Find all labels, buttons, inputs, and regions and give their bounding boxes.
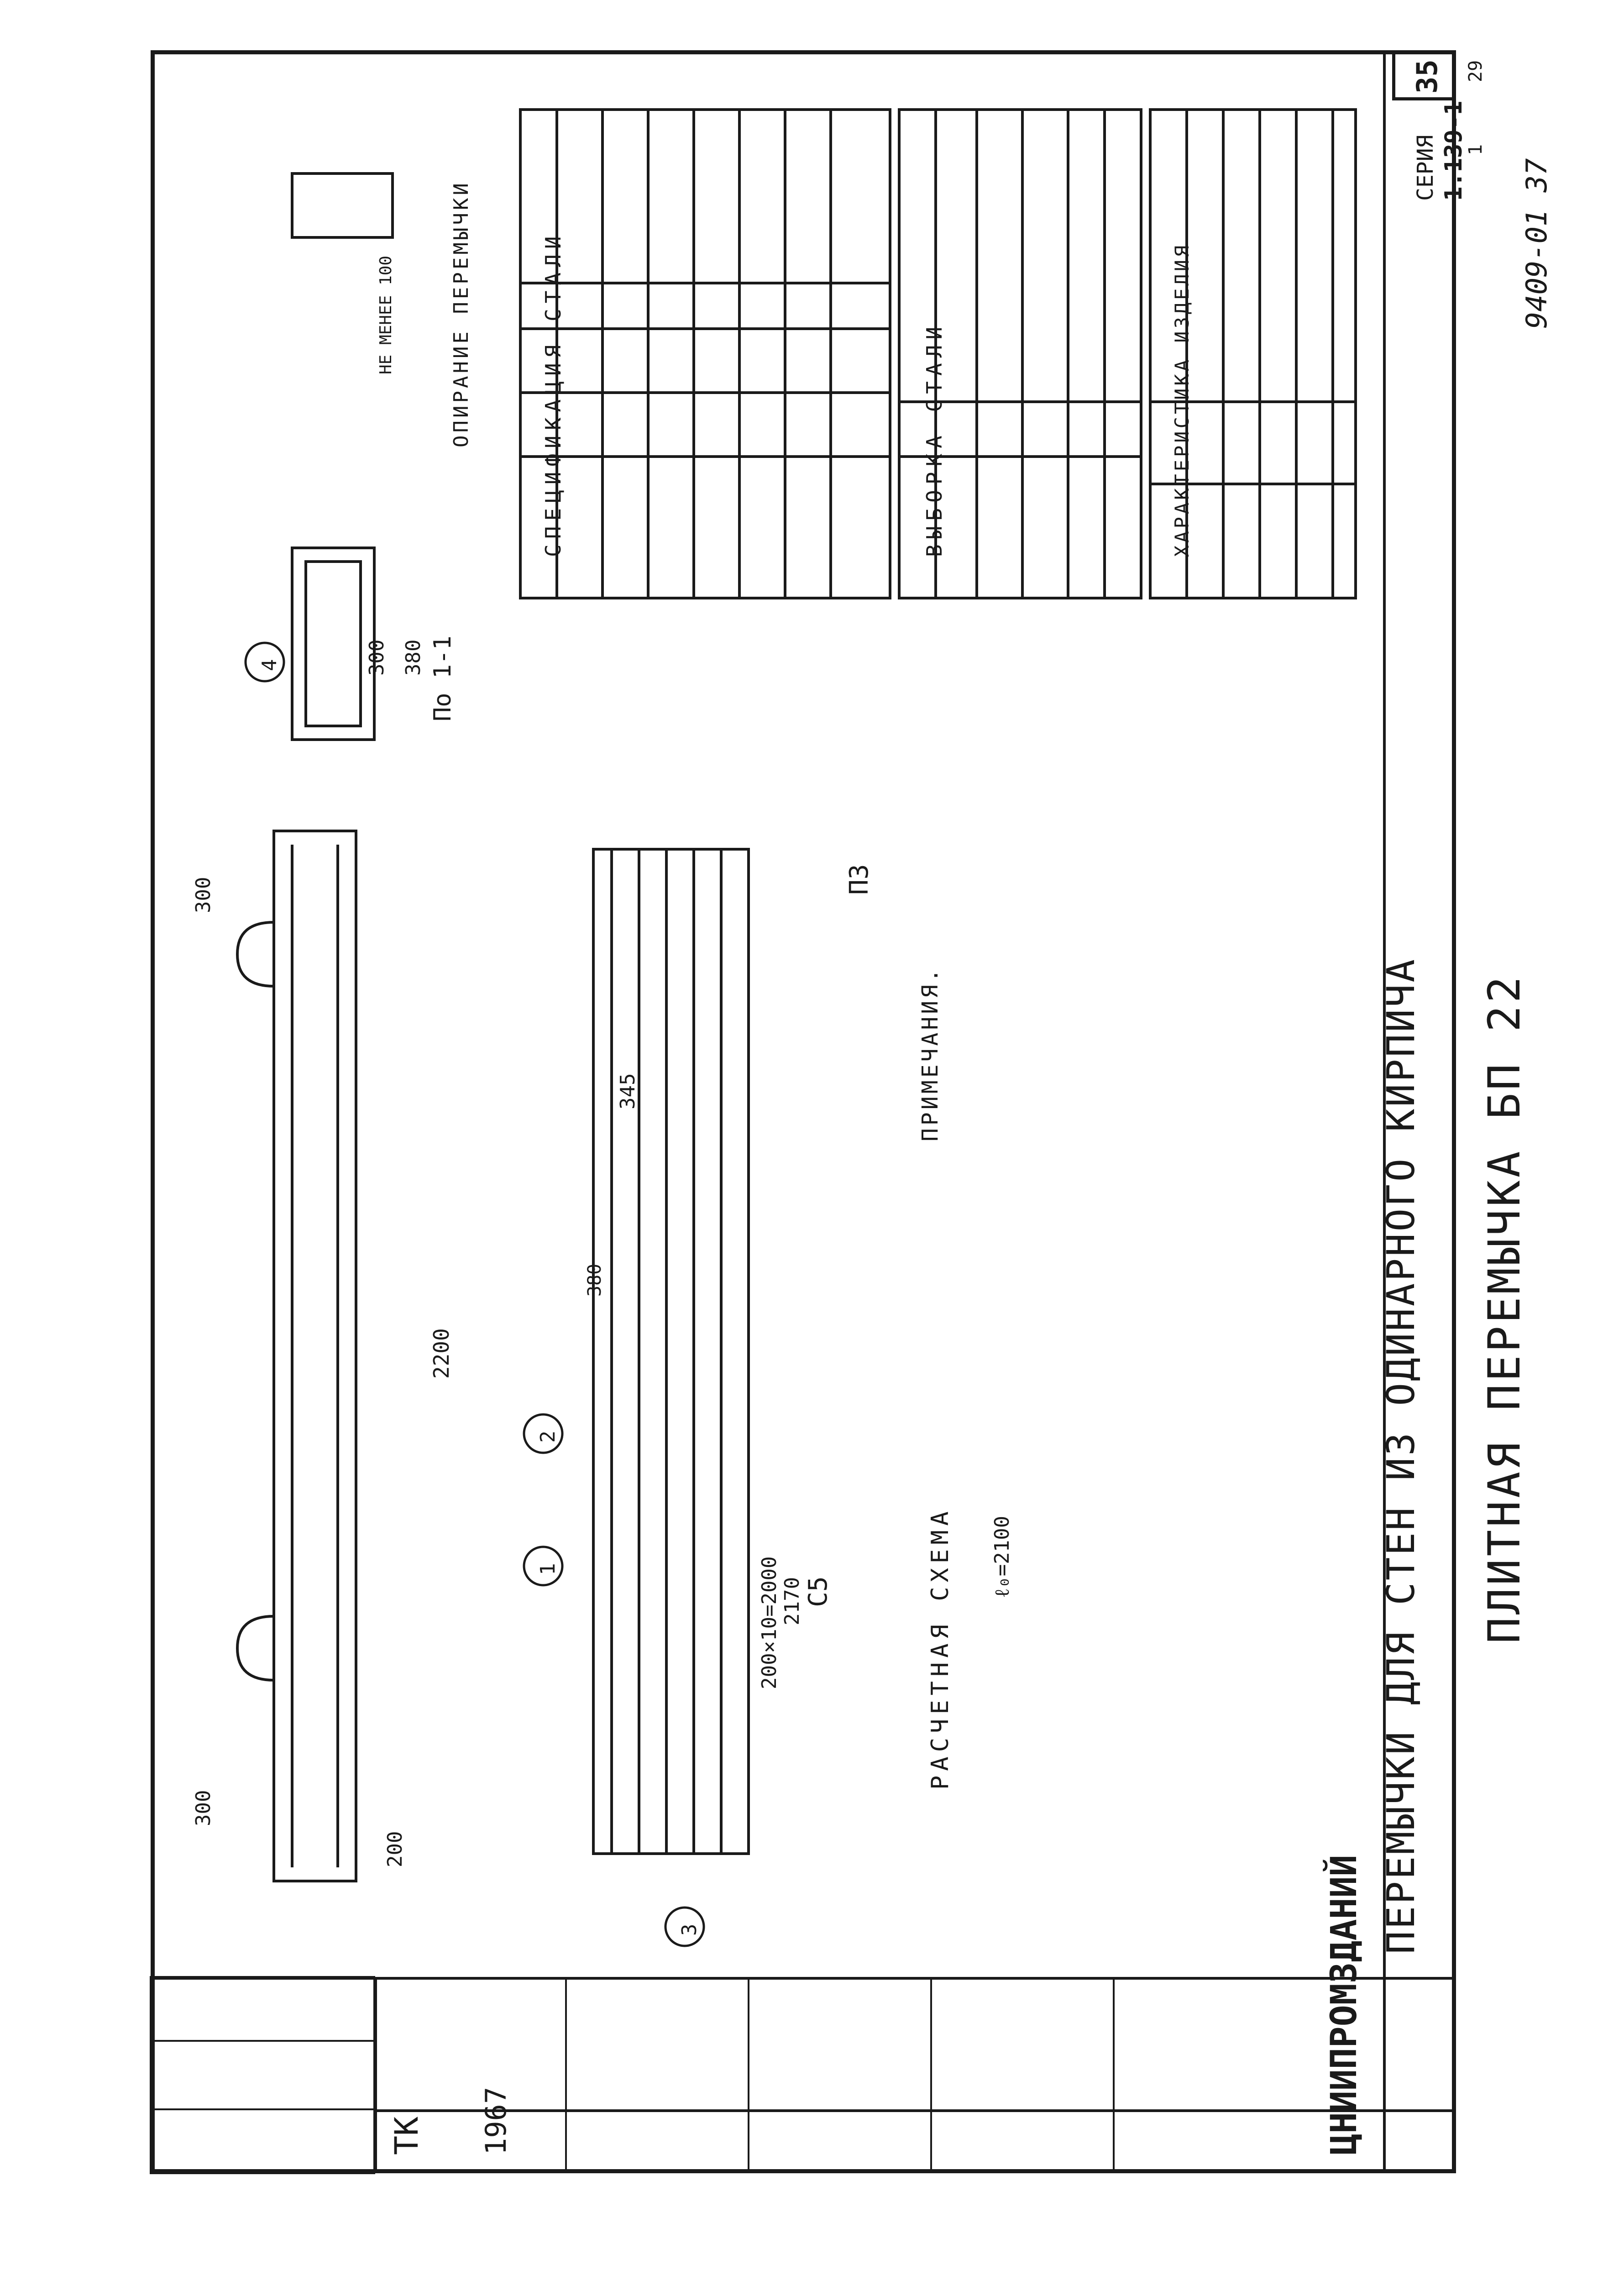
sheet-value: 29 [1465,60,1486,82]
beam-elevation [274,831,356,1881]
mesh-label: С5 [803,1576,833,1607]
characteristics-table-title: ХАРАКТЕРИСТИКА ИЗДЕЛИЯ [1171,242,1193,557]
org-label: ЦНИИПРОМЗДАНИЙ [1324,1855,1365,2155]
bar-dim: 345 [616,1073,639,1109]
spec-table-frame [520,110,890,598]
callout-1: 1 [536,1563,560,1575]
tk-label: ТК [388,2116,425,2155]
section-inner: 300 [365,639,388,676]
callout-3: 3 [678,1924,701,1936]
support-note: НЕ МЕНЕЕ 100 [377,255,395,374]
dim-total-length: 2200 [429,1328,454,1379]
series-label: СЕРИЯ [1413,135,1438,201]
support-sketch [292,173,393,237]
calc-heading: РАСЧЕТНАЯ СХЕМА [927,1507,954,1790]
series-value: 1.139-1 [1440,100,1467,201]
hook-bottom [237,1616,274,1680]
spec-table-title: СПЕЦИФИКАЦИЯ СТАЛИ [541,231,566,557]
section-label: По 1-1 [429,636,456,721]
mesh-length: 2170 [781,1577,804,1625]
hook-top [237,922,274,986]
mesh-drawing [593,849,749,1854]
selection-table-title: ВЫБОРКА СТАЛИ [922,321,947,557]
dim-300-left: 300 [192,1790,215,1826]
dim-300-right: 300 [192,877,215,913]
doc-code: 9409-01 37 [1520,158,1553,329]
title-main: ПЕРЕМЫЧКИ ДЛЯ СТЕН ИЗ ОДИНАРНОГО КИРПИЧА [1378,957,1423,1954]
mesh-span: 200×10=2000 [758,1556,781,1689]
callout-4: 4 [258,659,281,671]
calc-span: ℓ₀=2100 [990,1515,1014,1598]
support-title: ОПИРАНИЕ ПЕРЕМЫЧКИ [450,180,473,447]
dim-200: 200 [383,1831,407,1867]
p3-label: П3 [844,864,874,895]
title-sub: ПЛИТНАЯ ПЕРЕМЫЧКА БП 22 [1479,973,1530,1644]
notes-heading: ПРИМЕЧАНИЯ. [917,966,943,1141]
callout-2: 2 [536,1430,560,1443]
mesh-width: 380 [584,1263,605,1297]
section-width: 380 [402,639,425,676]
year-label: 1967 [479,2087,513,2155]
issue-value: 1 [1465,144,1486,155]
page-number: 35 [1410,59,1444,94]
